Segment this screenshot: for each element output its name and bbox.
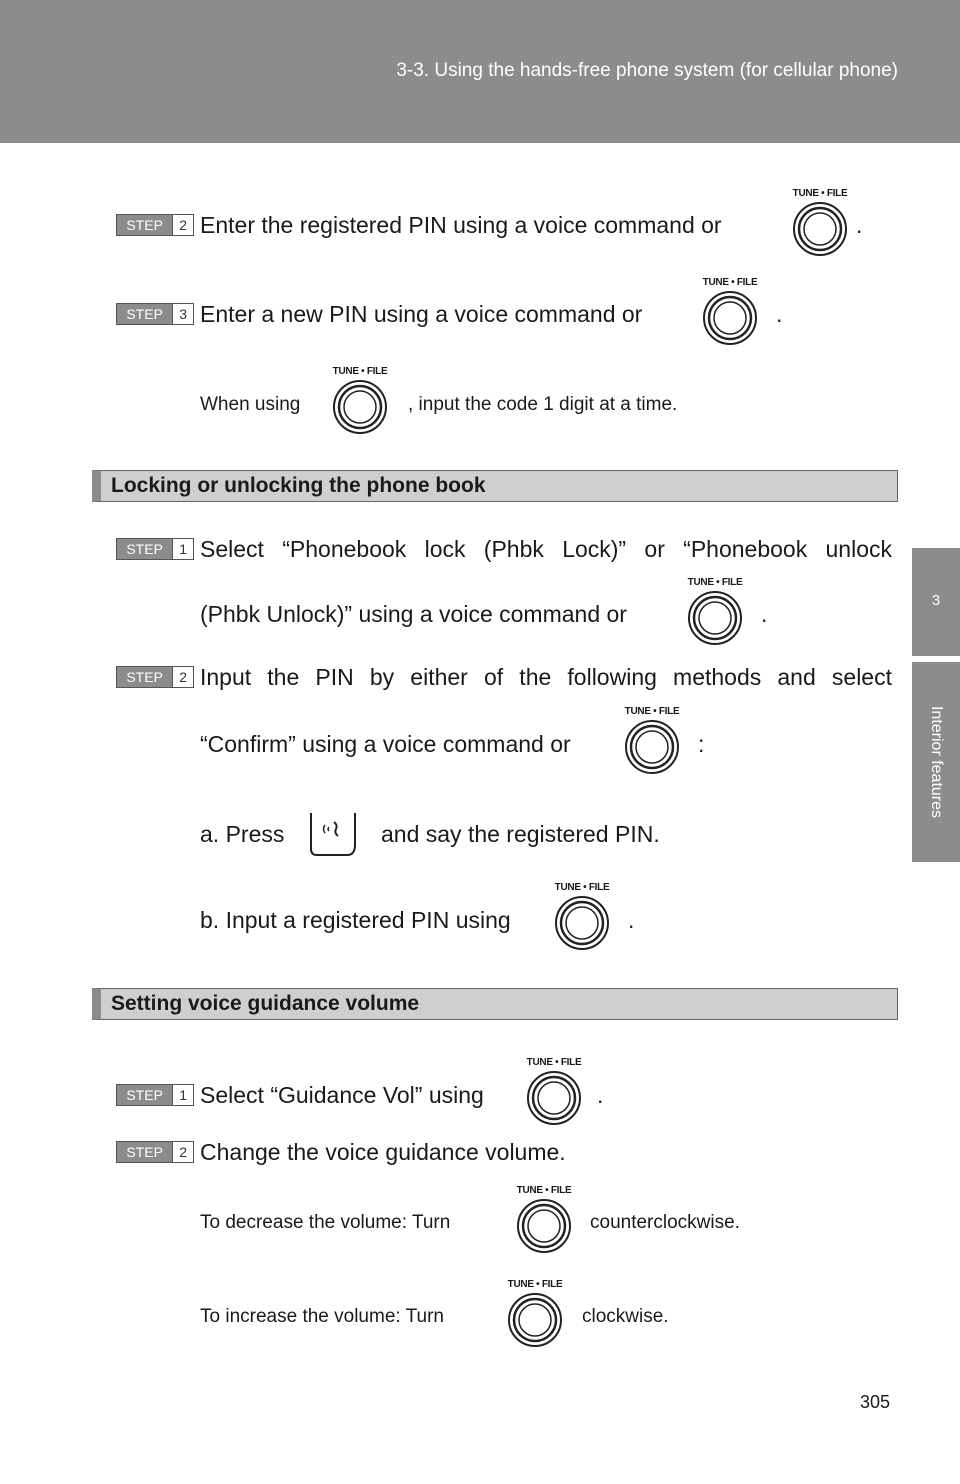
tune-file-knob-icon: TUNE • FILE: [503, 1279, 567, 1349]
section-heading: [92, 988, 898, 1020]
step-badge: STEP 2: [116, 1141, 194, 1163]
step-text: Enter the registered PIN using a voice command or: [200, 212, 722, 238]
step-text: Input the PIN by either of the following methods and select: [200, 664, 892, 690]
step-badge: STEP 2: [116, 214, 194, 236]
note-text: , input the code 1 digit at a time.: [408, 394, 678, 415]
step-badge: STEP 2: [116, 666, 194, 688]
tune-file-knob-icon: TUNE • FILE: [698, 277, 762, 347]
step-text: Select “Guidance Vol” using: [200, 1082, 484, 1108]
step-text: “Confirm” using a voice command or: [200, 731, 571, 757]
chapter-label: Interior features: [928, 705, 945, 819]
talk-switch-icon: [307, 811, 359, 857]
step-text: (Phbk Unlock)” using a voice command or: [200, 601, 627, 627]
step-text: Enter a new PIN using a voice command or: [200, 301, 643, 327]
tune-file-knob-icon: TUNE • FILE: [683, 577, 747, 647]
note-text: To increase the volume: Turn: [200, 1306, 444, 1327]
tune-file-knob-icon: TUNE • FILE: [550, 882, 614, 952]
section-title: Locking or unlocking the phone book: [111, 474, 486, 497]
step-text: Change the voice guidance volume.: [200, 1139, 566, 1165]
method-a-text: a. Press: [200, 821, 285, 847]
note-text: clockwise.: [582, 1306, 669, 1327]
chapter-label-tab: [912, 662, 960, 862]
tune-file-knob-icon: TUNE • FILE: [328, 366, 392, 436]
tune-file-knob-icon: TUNE • FILE: [522, 1057, 586, 1127]
tune-file-knob-icon: TUNE • FILE: [620, 706, 684, 776]
method-a-text: and say the registered PIN.: [381, 821, 660, 847]
section-heading: [92, 470, 898, 502]
note-text: To decrease the volume: Turn: [200, 1212, 451, 1233]
chapter-tab: [912, 548, 960, 656]
step-badge: STEP 1: [116, 538, 194, 560]
note-text: counterclockwise.: [590, 1212, 740, 1233]
page-header: [0, 0, 960, 143]
section-title: Setting voice guidance volume: [111, 992, 420, 1015]
chapter-number: 3: [931, 592, 941, 609]
step-badge: STEP 3: [116, 303, 194, 325]
note-text: When using: [200, 394, 301, 415]
step-text: Select “Phonebook lock (Phbk Lock)” or “Phonebook unlock: [200, 536, 892, 562]
tune-file-knob-icon: TUNE • FILE: [512, 1185, 576, 1255]
method-b-text: b. Input a registered PIN using: [200, 907, 511, 933]
step-badge: STEP 1: [116, 1084, 194, 1106]
page-number: 305: [860, 1392, 891, 1412]
header-title: 3-3. Using the hands-free phone system (for cellular phone): [396, 60, 898, 81]
tune-file-knob-icon: TUNE • FILE: [788, 188, 852, 258]
